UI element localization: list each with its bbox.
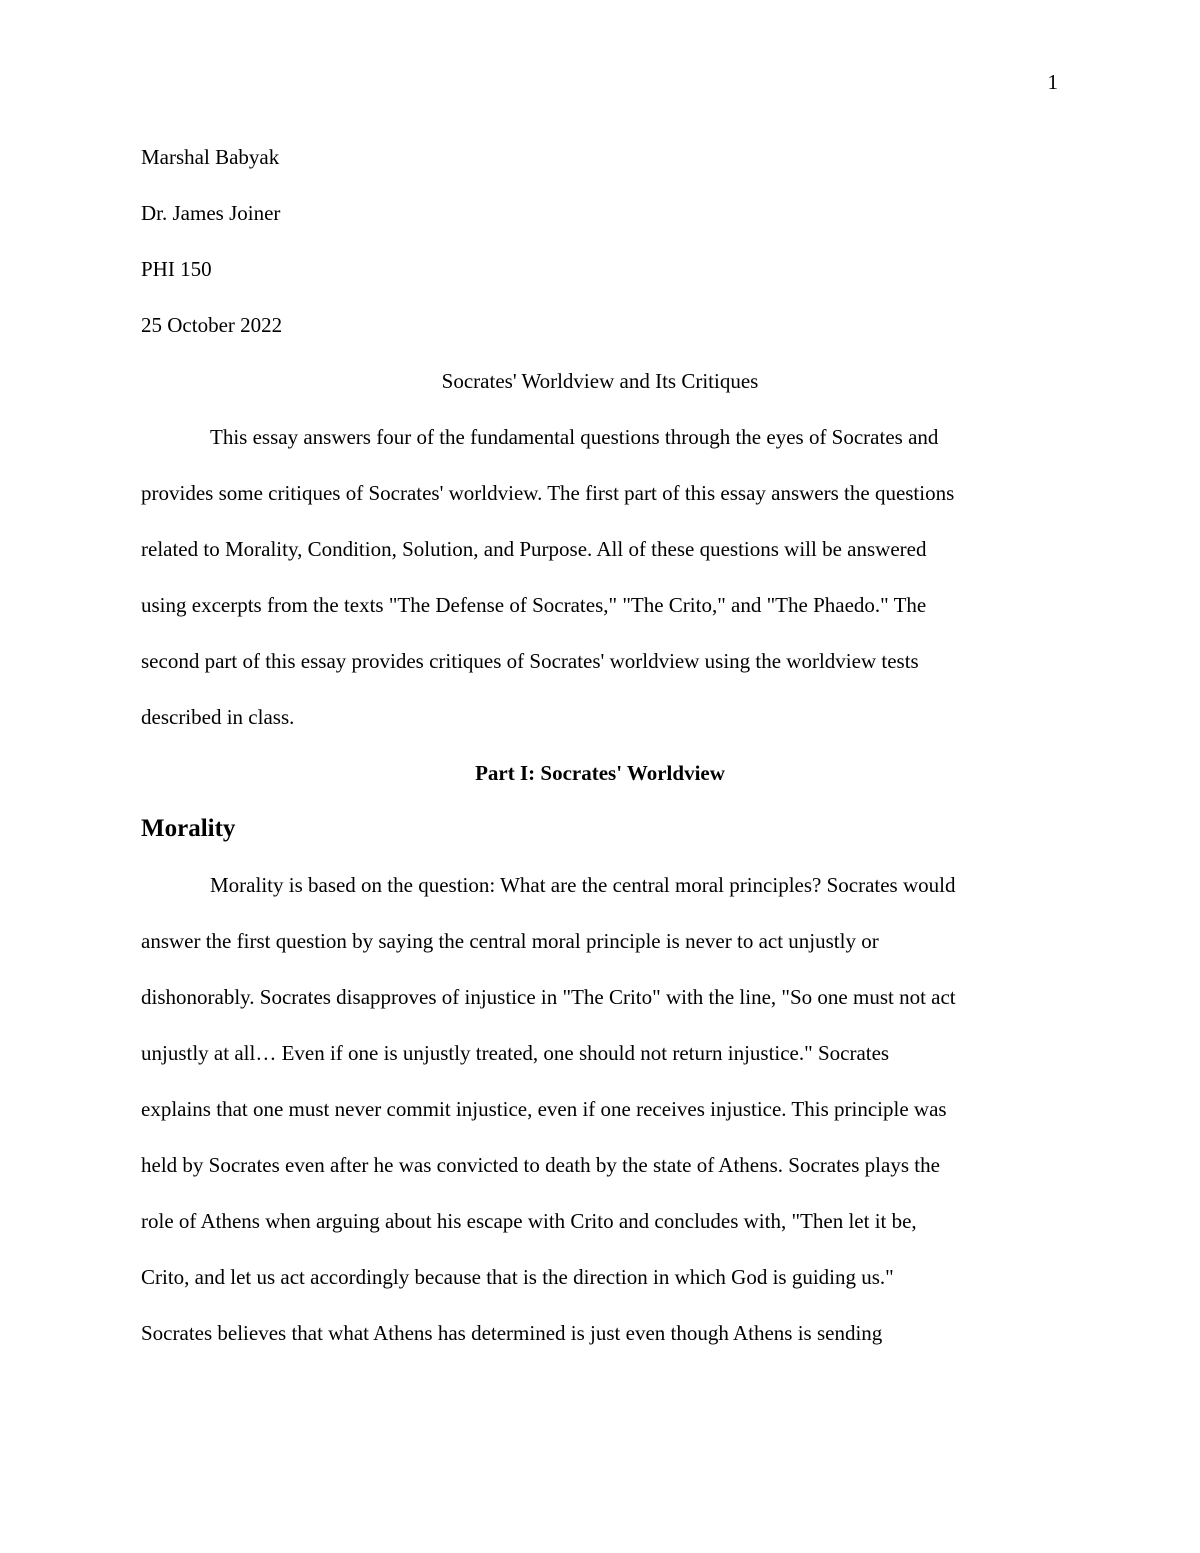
page-number: 1 bbox=[1047, 70, 1058, 94]
instructor-name: Dr. James Joiner bbox=[141, 201, 281, 225]
intro-paragraph bbox=[141, 420, 1059, 756]
paragraph-line: Morality is based on the question: What are the central moral principles? Socrates would bbox=[210, 873, 956, 897]
paragraph-line: second part of this essay provides critiques of Socrates' worldview using the worldview tests bbox=[141, 649, 919, 673]
paragraph-line: role of Athens when arguing about his escape with Crito and concludes with, "Then let it be, bbox=[141, 1209, 917, 1233]
section-heading-morality: Morality bbox=[141, 815, 236, 842]
morality-paragraph bbox=[141, 868, 1059, 1372]
part-heading: Part I: Socrates' Worldview bbox=[475, 761, 725, 785]
paragraph-line: unjustly at all… Even if one is unjustly treated, one should not return injustice." Socrates bbox=[141, 1041, 890, 1065]
essay-date: 25 October 2022 bbox=[141, 313, 283, 337]
course-code: PHI 150 bbox=[141, 257, 212, 281]
paragraph-line: This essay answers four of the fundamental questions through the eyes of Socrates and bbox=[210, 425, 939, 449]
document-body bbox=[141, 140, 1059, 1372]
paragraph-line: explains that one must never commit injustice, even if one receives injustice. This principle was bbox=[141, 1097, 947, 1121]
essay-title: Socrates' Worldview and Its Critiques bbox=[441, 369, 759, 393]
paragraph-line: held by Socrates even after he was convicted to death by the state of Athens. Socrates plays the bbox=[141, 1153, 940, 1177]
student-name: Marshal Babyak bbox=[141, 145, 280, 169]
paragraph-line: Crito, and let us act accordingly because that is the direction in which God is guiding us." bbox=[141, 1265, 894, 1289]
paragraph-line: using excerpts from the texts "The Defense of Socrates," "The Crito," and "The Phaedo." The bbox=[141, 593, 927, 617]
paragraph-line: related to Morality, Condition, Solution, and Purpose. All of these questions will be answered bbox=[141, 537, 927, 561]
paragraph-line: answer the first question by saying the central moral principle is never to act unjustly or bbox=[141, 929, 879, 953]
paragraph-line: dishonorably. Socrates disapproves of injustice in "The Crito" with the line, "So one must not act bbox=[141, 985, 956, 1009]
paragraph-line: provides some critiques of Socrates' worldview. The first part of this essay answers the questions bbox=[141, 481, 955, 505]
paragraph-line: described in class. bbox=[141, 705, 295, 729]
paragraph-line: Socrates believes that what Athens has determined is just even though Athens is sending bbox=[141, 1321, 883, 1345]
